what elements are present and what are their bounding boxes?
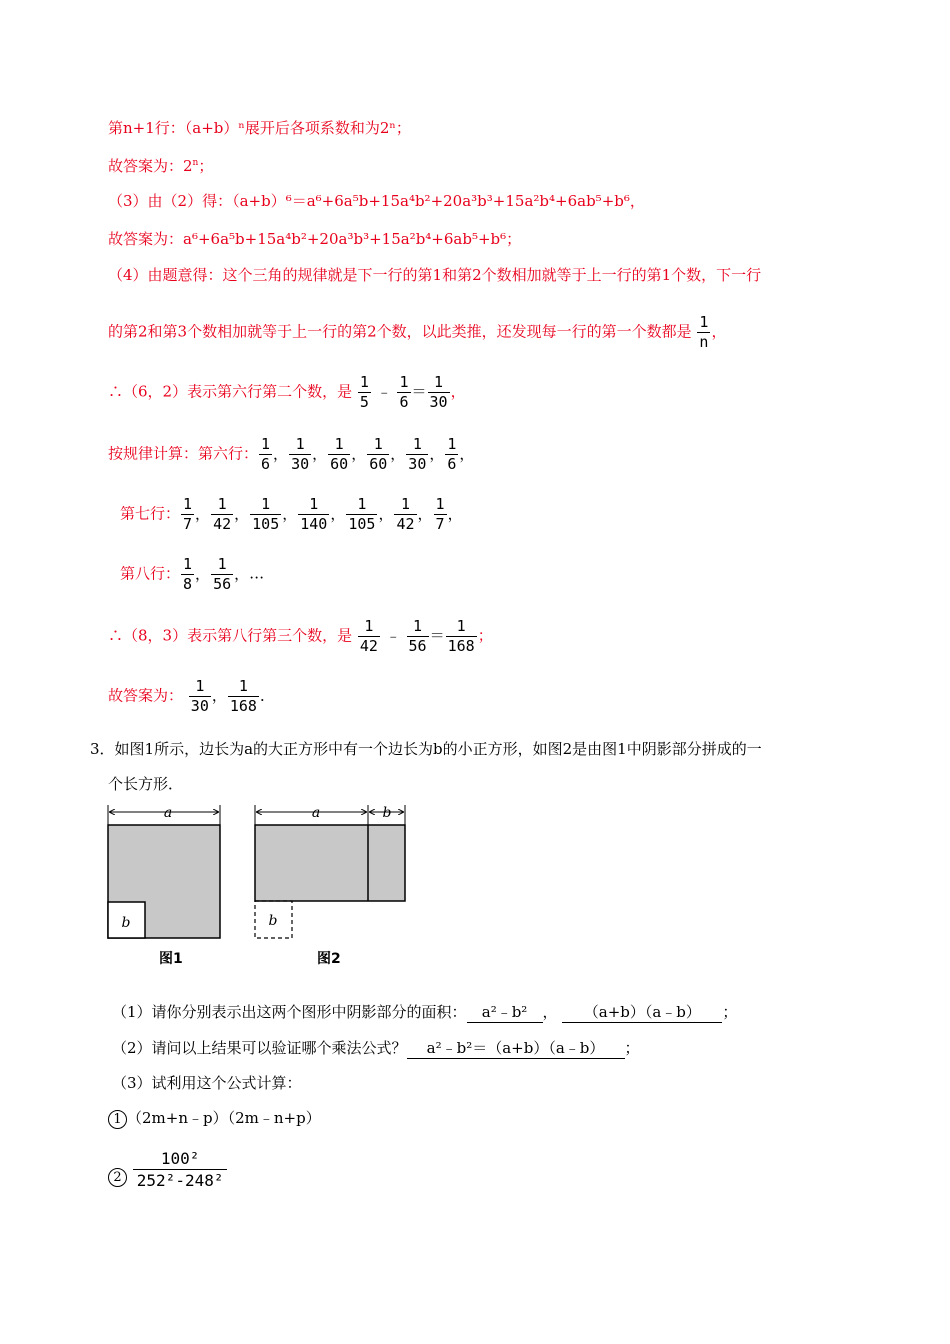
separator: ， xyxy=(312,444,328,463)
item-2-fraction: $\frac{\text{100²}}{\text{252²-248²}}$ xyxy=(133,1150,228,1189)
fraction: $\frac{1}{60}$ xyxy=(369,435,388,473)
fig2-label-a: a xyxy=(311,805,321,821)
row-8-fractions xyxy=(180,555,250,593)
row-n-plus-1: 第n+1行：（a+b）ⁿ展开后各项系数和为2ⁿ； xyxy=(108,119,411,137)
fraction: $\frac{1}{42}$ xyxy=(213,495,232,533)
fraction: $\frac{1}{7}$ xyxy=(183,495,193,533)
separator: ， xyxy=(417,504,433,523)
fraction: $\frac{1}{30}$ xyxy=(291,435,310,473)
answer-1-end: ； xyxy=(198,157,214,175)
fraction: $\frac{1}{56}$ xyxy=(213,555,232,593)
question-3-part-2: （2）请问以上结果可以验证哪个乘法公式？ a²﹣b²＝（a+b）（a﹣b） ； xyxy=(112,1039,640,1057)
row-7: 第七行： $\frac{1}{7}$ ， $\frac{1}{42}$ ， $\frac{1}{105}$ ， $\frac{1}{140}$ ， $\frac{1}{105}$ ， $\frac{1}{42}$ ， $\frac{1}{7}$ ， xyxy=(120,495,463,533)
separator: ， xyxy=(459,444,475,463)
fraction: $\frac{1}{30}$ xyxy=(408,435,427,473)
fraction: $\frac{1}{7}$ xyxy=(435,495,445,533)
circled-1-icon: 1 xyxy=(108,1110,127,1129)
separator: ， xyxy=(282,504,298,523)
circled-2-icon: 2 xyxy=(108,1168,127,1187)
separator: ， xyxy=(195,504,211,523)
figure-2 xyxy=(255,805,405,938)
separator: ， xyxy=(390,444,406,463)
fraction: $\frac{1}{105}$ xyxy=(348,495,376,533)
figures xyxy=(100,800,420,945)
final-answer: 故答案为： $\frac{1}{30}$ ， $\frac{1}{168}$ ． xyxy=(108,677,275,715)
part-2-answer: a²﹣b²＝（a+b）（a﹣b） xyxy=(407,1037,625,1059)
fraction: $\frac{1}{6}$ xyxy=(447,435,457,473)
fig1-label-b: b xyxy=(121,915,131,931)
fraction: $\frac{1}{6}$ xyxy=(261,435,271,473)
separator: ， xyxy=(330,504,346,523)
fraction: $\frac{1}{42}$ xyxy=(396,495,415,533)
question-3-part-1: （1）请你分别表示出这两个图形中阴影部分的面积： a²﹣b² ， （a+b）（a﹣b） ； xyxy=(112,1003,738,1021)
fraction: $\frac{1}{42}$ xyxy=(359,617,378,655)
eight-three-line: ∴（8，3）表示第八行第三个数，是 $\frac{1}{42}$ ﹣ $\frac{1}{56}$ ＝ $\frac{1}{168}$ ； xyxy=(108,617,493,655)
row-6: 按规律计算：第六行： $\frac{1}{6}$ ， $\frac{1}{30}$ ， $\frac{1}{60}$ ， $\frac{1}{60}$ ， $\frac{1}{30}$ ， $\frac{1}{6}$ ， xyxy=(108,435,475,473)
figure-1-caption: 图1 xyxy=(159,951,183,967)
part-3: （3）由（2）得：（a+b）⁶＝a⁶+6a⁵b+15a⁴b²+20a³b³+15a²b⁴+6ab⁵+b⁶， xyxy=(108,192,645,210)
separator: ， xyxy=(234,504,250,523)
item-2 xyxy=(108,1150,228,1189)
figure-1 xyxy=(108,805,220,940)
part-1-answer-2: （a+b）（a﹣b） xyxy=(562,1001,722,1023)
separator: ， xyxy=(195,564,211,583)
fraction: $\frac{1}{30}$ xyxy=(429,373,448,411)
fraction: $\frac{1}{168}$ xyxy=(229,677,257,715)
question-3-stem-1: 3．如图1所示，边长为a的大正方形中有一个边长为b的小正方形，如图2是由图1中阴影部分拼成的一 xyxy=(90,740,762,758)
answer-1-exp: n xyxy=(192,158,199,168)
fraction: $\frac{1}{168}$ xyxy=(447,617,475,655)
fig2-label-b-2: b xyxy=(268,913,278,929)
separator: ， xyxy=(429,444,445,463)
row-8: 第八行： $\frac{1}{8}$ ， $\frac{1}{56}$ ，… xyxy=(120,555,265,593)
fraction: $\frac{1}{105}$ xyxy=(252,495,280,533)
answer-1-text: 故答案为：2 xyxy=(108,157,193,175)
fraction: $\frac{1}{5}$ xyxy=(359,373,369,411)
six-two-line: ∴（6，2）表示第六行第二个数，是 $\frac{1}{5}$ ﹣ $\frac{1}{6}$ ＝ $\frac{1}{30}$ ， xyxy=(108,373,466,411)
fig1-label-a: a xyxy=(163,805,173,821)
part-1-answer-1: a²﹣b² xyxy=(467,1001,543,1023)
fraction: $\frac{1}{30}$ xyxy=(190,677,209,715)
part-4-line-1: （4）由题意得：这个三角的规律就是下一行的第1和第2个数相加就等于上一行的第1个数，下一行 xyxy=(108,266,762,284)
figure-2-caption: 图2 xyxy=(317,951,341,967)
fraction: $\frac{1}{56}$ xyxy=(408,617,427,655)
fig2-label-b: b xyxy=(382,805,392,821)
answer-1 xyxy=(108,155,213,176)
fraction: $\frac{1}{60}$ xyxy=(330,435,349,473)
separator: ， xyxy=(447,504,463,523)
question-3-stem-2: 个长方形． xyxy=(108,775,184,793)
separator: ， xyxy=(378,504,394,523)
fraction: $\frac{1}{140}$ xyxy=(300,495,328,533)
separator: ， xyxy=(351,444,367,463)
fraction: $\frac{1}{8}$ xyxy=(183,555,193,593)
answer-3: 故答案为：a⁶+6a⁵b+15a⁴b²+20a³b³+15a²b⁴+6ab⁵+b⁶； xyxy=(108,230,522,248)
item-1: 1 （2m+n﹣p）（2m﹣n+p） xyxy=(108,1107,321,1129)
fraction: $\frac{1}{6}$ xyxy=(399,373,409,411)
question-3-part-3: （3）试利用这个公式计算： xyxy=(112,1074,302,1092)
separator: ， xyxy=(273,444,289,463)
part-4-line-2: 的第2和第3个数相加就等于上一行的第2个数，以此类推，还发现每一行的第一个数都是 $\frac{1}{n}$ ， xyxy=(108,313,727,351)
separator: ， xyxy=(234,564,250,583)
part-4-line-2-text: 的第2和第3个数相加就等于上一行的第2个数，以此类推，还发现每一行的第一个数都是 xyxy=(108,322,692,341)
fraction-1-over-n: $\frac{1}{n}$ xyxy=(699,313,709,351)
